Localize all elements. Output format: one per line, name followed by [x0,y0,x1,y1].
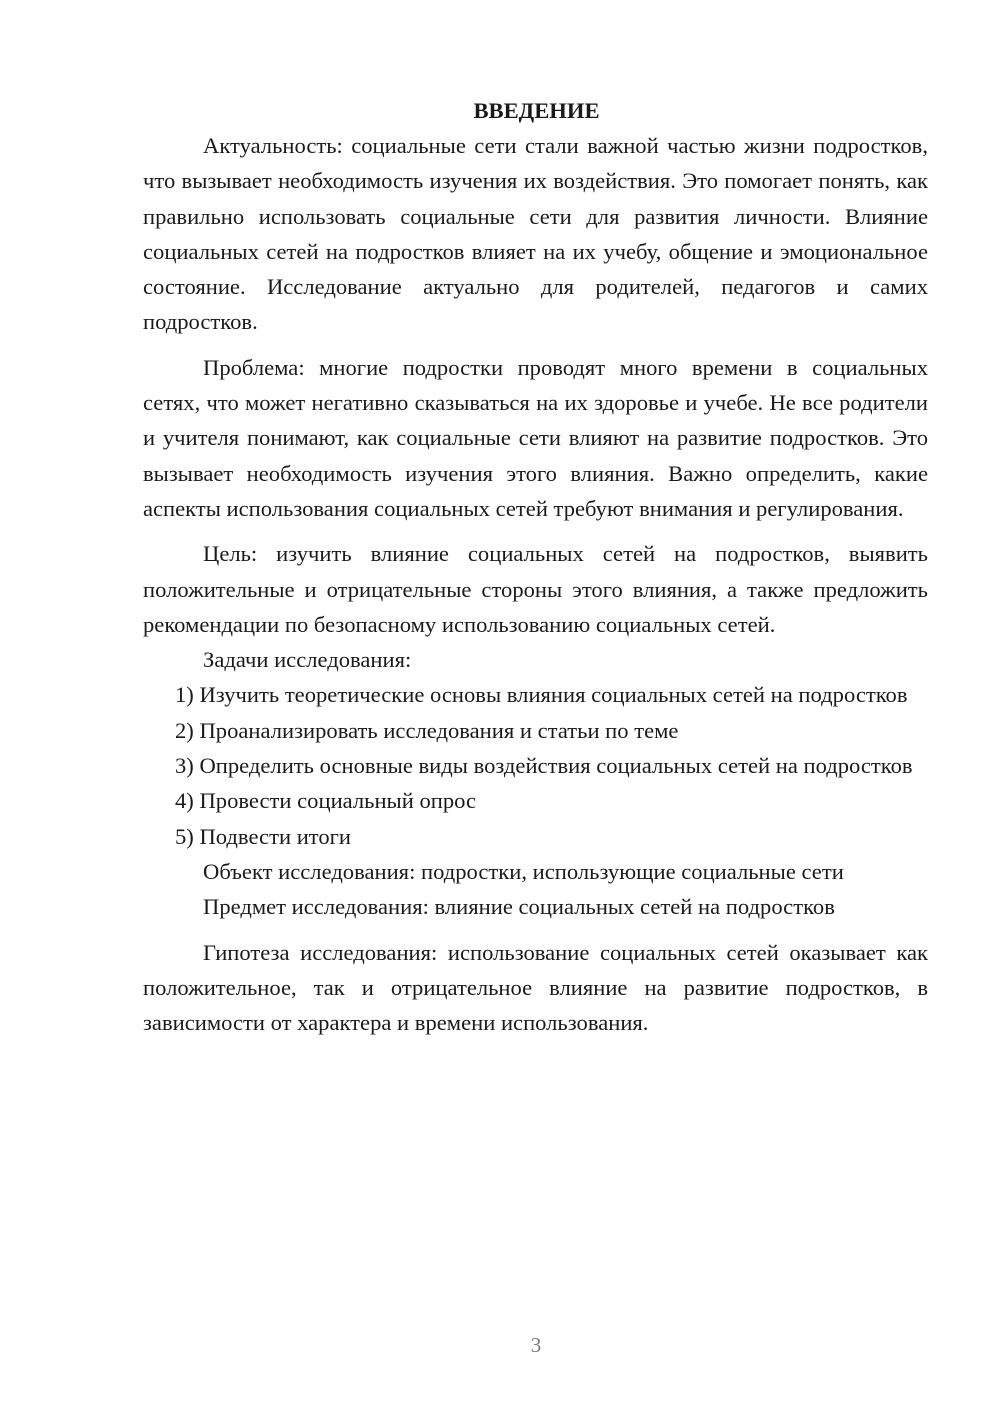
task-item-4: 4) Провести социальный опрос [175,788,477,814]
page-title: ВВЕДЕНИЕ [473,98,600,123]
task-item-1: 1) Изучить теоретические основы влияния социальных сетей на подростков [175,682,908,708]
task-item-3: 3) Определить основные виды воздействия социальных сетей на подростков [175,753,913,779]
research-subject: Предмет исследования: влияние социальных сетей на подростков [203,894,835,920]
paragraph-problem: Проблема: многие подростки проводят много времени в социальных сетях, что может негативно сказываться на их здоровье и учебе. Не все родители и учителя понимают, как социальные сети влияют на развитие подростков. Это вызывает необходимость изучения этого влияния. Важно определить, какие аспекты использования социальных сетей требуют внимания и регулирования. [143,354,928,521]
paragraph-goal: Цель: изучить влияние социальных сетей на подростков, выявить положительные и отрицательные стороны этого влияния, а также предложить рекомендации по безопасному использованию социальных сетей. [143,541,928,637]
research-hypothesis: Гипотеза исследования: использование социальных сетей оказывает как положительное, так и отрицательное влияние на развитие подростков, в зависимости от характера и времени использования. [143,939,928,1036]
page-number: 3 [530,1333,542,1357]
task-item-2: 2) Проанализировать исследования и статьи по теме [175,717,679,743]
research-object: Объект исследования: подростки, использующие социальные сети [203,858,844,884]
task-item-5: 5) Подвести итоги [175,823,352,849]
page-content [143,93,928,1040]
tasks-heading: Задачи исследования: [203,647,412,673]
paragraph-relevance: Актуальность: социальные сети стали важной частью жизни подростков, что вызывает необходимость изучения их воздействия. Это помогает понять, как правильно использовать социальные сети для развития личности. Влияние социальных сетей на подростков влияет на их учебу, общение и эмоциональное состояние. Исследование актуально для родителей, педагогов и самих подростков. [143,133,928,335]
